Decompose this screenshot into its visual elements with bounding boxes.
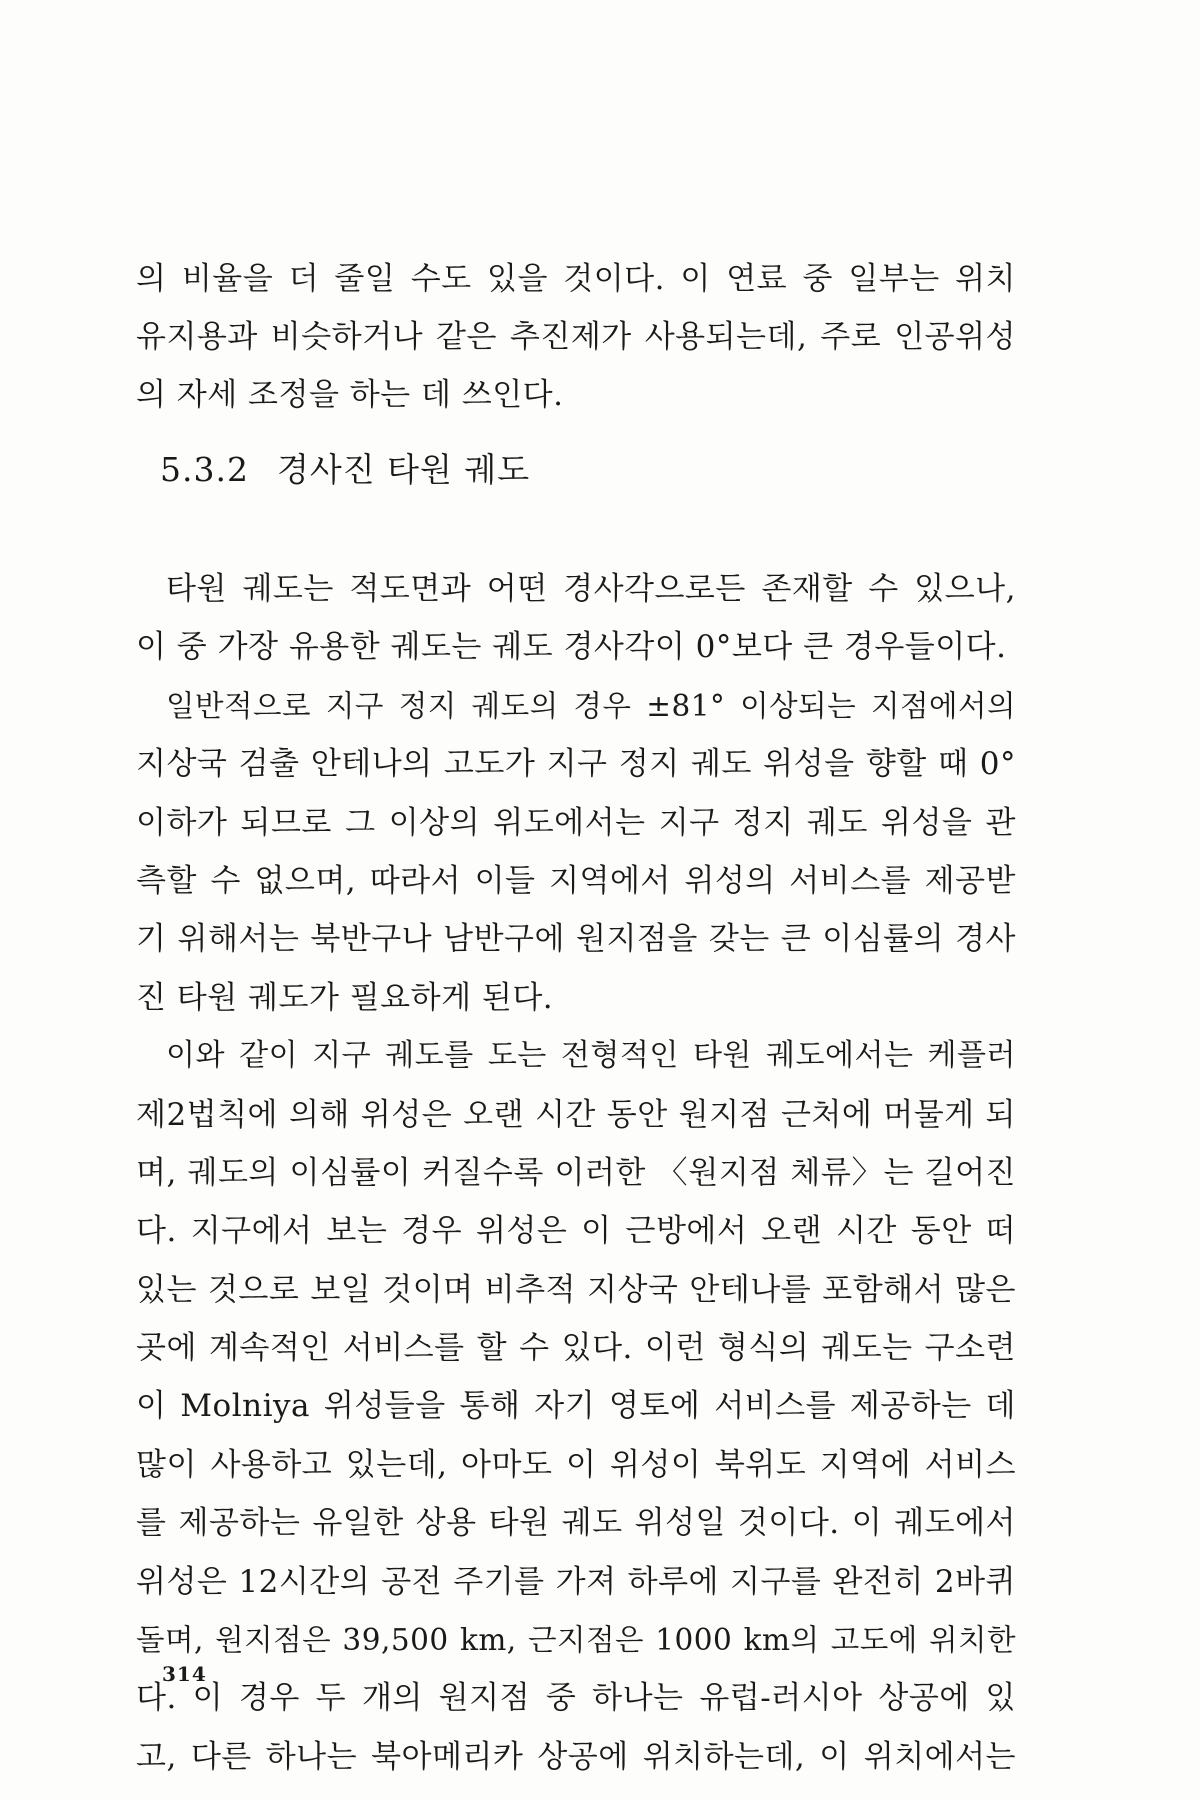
text-line: 측할 수 없으며, 따라서 이들 지역에서 위성의 서비스를 제공받	[136, 862, 1016, 899]
text-line: 돌며, 원지점은 39,500 km, 근지점은 1000 km의 고도에 위치한	[136, 1623, 1016, 1658]
section-title: 경사진 타원 궤도	[276, 450, 531, 489]
text-line: 진 타원 궤도가 필요하게 된다.	[136, 979, 554, 1016]
text-line: 기 위해서는 북반구나 남반구에 원지점을 갖는 큰 이심률의 경사	[136, 921, 1016, 958]
text-line: 다. 지구에서 보는 경우 위성은 이 근방에서 오랜 시간 동안 떠	[136, 1213, 1016, 1250]
text-line: 유지용과 비슷하거나 같은 추진제가 사용되는데, 주로 인공위성	[136, 319, 1016, 355]
text-line: 를 제공하는 유일한 상용 타원 궤도 위성일 것이다. 이 궤도에서	[136, 1505, 1016, 1542]
text-line: 많이 사용하고 있는데, 아마도 이 위성이 북위도 지역에 서비스	[136, 1446, 1016, 1483]
text-line: 제2법칙에 의해 위성은 오랜 시간 동안 원지점 근처에 머물게 되	[136, 1096, 1016, 1133]
text-line: 이 Molniya 위성들을 통해 자기 영토에 서비스를 제공하는 데	[136, 1388, 1016, 1425]
page-number: 314	[162, 1662, 207, 1686]
section-number: 5.3.2	[160, 450, 249, 489]
text-line: 며, 궤도의 이심률이 커질수록 이러한 〈원지점 체류〉는 길어진	[136, 1154, 1016, 1191]
text-line: 곳에 계속적인 서비스를 할 수 있다. 이런 형식의 궤도는 구소련	[136, 1330, 1016, 1367]
text-line: 고, 다른 하나는 북아메리카 상공에 위치하는데, 이 위치에서는	[136, 1738, 1016, 1775]
text-line: 이 중 가장 유용한 궤도는 궤도 경사각이 0°보다 큰 경우들이다.	[136, 629, 1007, 666]
text-line: 의 자세 조정을 하는 데 쓰인다.	[136, 377, 564, 413]
text-line: 있는 것으로 보일 것이며 비추적 지상국 안테나를 포함해서 많은	[136, 1271, 1016, 1308]
text-line: 다. 이 경우 두 개의 원지점 중 하나는 유럽-러시아 상공에 있	[136, 1680, 1016, 1717]
text-line: 일반적으로 지구 정지 궤도의 경우 ±81° 이상되는 지점에서의	[166, 688, 1016, 723]
section-heading	[160, 448, 530, 492]
text-line: 의 비율을 더 줄일 수도 있을 것이다. 이 연료 중 일부는 위치	[136, 261, 1016, 297]
text-line: 이하가 되므로 그 이상의 위도에서는 지구 정지 궤도 위성을 관	[136, 804, 1016, 841]
body-text	[136, 560, 1016, 1786]
text-line: 타원 궤도는 적도면과 어떤 경사각으로든 존재할 수 있으나,	[166, 571, 1016, 607]
text-line: 지상국 검출 안테나의 고도가 지구 정지 궤도 위성을 향할 때 0°	[136, 746, 1016, 783]
text-line: 위성은 12시간의 공전 주기를 가져 하루에 지구를 완전히 2바퀴	[136, 1563, 1016, 1600]
intro-paragraph	[136, 250, 1016, 424]
text-line: 이와 같이 지구 궤도를 도는 전형적인 타원 궤도에서는 케플러	[166, 1038, 1016, 1074]
